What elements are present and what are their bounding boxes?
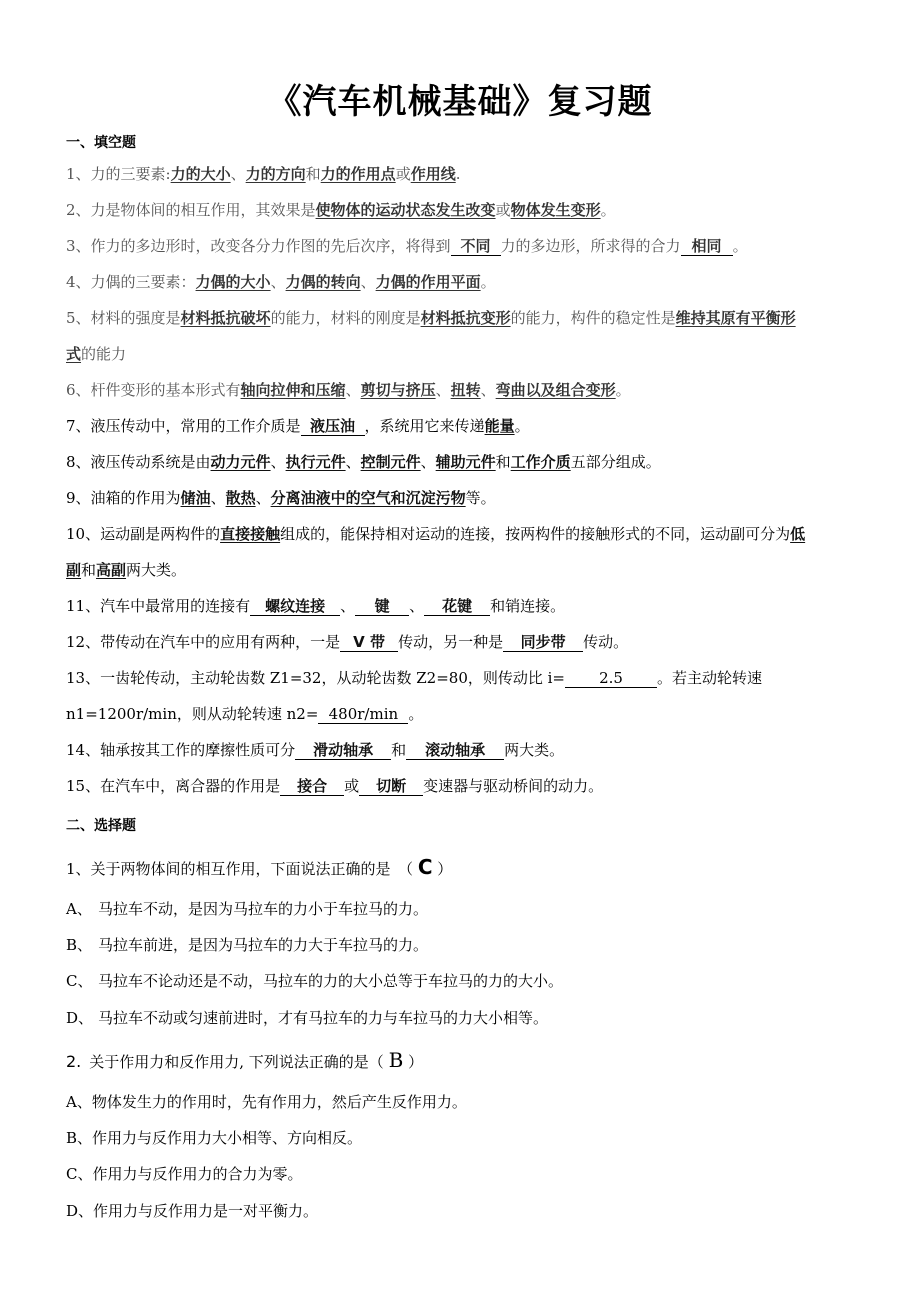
option-key: D、 [66,1009,94,1027]
question-text: 4、力偶的三要素： [66,273,196,291]
question-text: 五部分组成。 [570,453,661,471]
separator: 、 [230,165,246,183]
answer: 力的作用点 [320,165,396,183]
answer: 液压油 [310,417,356,435]
question-text: 14、轴承按其工作的摩擦性质可分 [66,741,296,759]
question-10 [66,523,856,545]
question-13-continued [66,703,856,725]
separator: 和 [495,453,511,471]
answer: 花键 [442,597,473,615]
answer-blank [359,777,423,796]
answer: 能量 [484,417,515,435]
answer-blank [301,417,365,436]
question-text: 关于作用力和反作用力, 下列说法正确的是（ [89,1053,384,1071]
separator: 、 [340,597,356,615]
question-8 [66,451,856,473]
option-c [66,970,856,992]
separator: 、 [360,273,376,291]
option-key: A、 [66,900,92,918]
question-text: 7、液压传动中，常用的工作介质是 [66,417,301,435]
question-text: 变速器与驱动桥间的动力。 [423,777,604,795]
question-text: 。 [600,201,616,219]
question-text: 力的多边形，所求得的合力 [500,237,681,255]
answer: 高副 [96,561,127,579]
separator: 和 [391,741,407,759]
question-text: 6、杆件变形的基本形式有 [66,381,241,399]
question-text: 2、力是物体间的相互作用，其效果是 [66,201,316,219]
answer: C [417,855,433,879]
answer: 键 [374,597,390,615]
answer: V 带 [353,633,386,651]
answer: 弯曲以及组合变形 [495,381,616,399]
option-d: D、作用力与反作用力是一对平衡力。 [66,1202,319,1220]
question-text: 12、带传动在汽车中的应用有两种，一是 [66,633,341,651]
question-text: 。若主动轮转速 [657,669,763,687]
question-text: 和销连接。 [490,597,566,615]
question-text: 。 [615,381,631,399]
answer: 动力元件 [210,453,271,471]
option-b [66,934,856,956]
answer-blank [681,237,733,256]
question-text: ） [408,1053,424,1071]
page-title: 《汽车机械基础》复习题 [267,82,653,122]
question-text: 的能力，构件的稳定性是 [510,309,676,327]
answer: 力的大小 [170,165,231,183]
question-text: 。 [514,417,530,435]
answer-blank [406,741,504,760]
separator: 和 [305,165,321,183]
answer: 维持其原有平衡形 [675,309,796,327]
option-key: C、 [66,972,93,990]
answer: 副 [66,561,82,579]
question-text: 8、液压传动系统是由 [66,453,211,471]
option-text: 马拉车不动，是因为马拉车的力小于车拉马的力。 [98,900,429,918]
answer: 扭转 [450,381,481,399]
answer: 相同 [691,237,722,255]
answer: 物体发生变形 [510,201,601,219]
question-text: 13、一齿轮传动，主动轮齿数 Z1=32，从动轮齿数 Z2=80，则传动比 i= [66,669,566,687]
answer: 执行元件 [285,453,346,471]
question-text: 。 [408,705,424,723]
section-heading-multiple-choice: 二、选择题 [66,818,136,834]
answer: 接合 [297,777,328,795]
answer: 480r/min [328,705,399,723]
separator: 或 [344,777,360,795]
answer: 切断 [376,777,407,795]
separator: 、 [255,489,271,507]
question-text: ） [437,860,453,878]
answer: 滑动轴承 [313,741,374,759]
option-text: 马拉车不动或匀速前进时，才有马拉车的力与车拉马的力大小相等。 [98,1009,549,1027]
answer-blank [424,597,490,616]
answer: 2.5 [599,669,623,687]
answer: 剪切与挤压 [360,381,436,399]
separator: 、 [435,381,451,399]
separator: 和 [81,561,97,579]
section-heading-fill-blank: 一、填空题 [66,135,136,151]
question-text: 。 [732,237,748,255]
question-text: n1=1200r/min，则从动轮转速 n2= [66,705,319,723]
answer: 滚动轴承 [425,741,486,759]
question-6 [66,379,856,401]
question-text: 11、汽车中最常用的连接有 [66,597,251,615]
separator: 或 [395,165,411,183]
question-7 [66,415,856,437]
question-text: 9、油箱的作用为 [66,489,181,507]
answer-blank [318,705,408,724]
answer: 使物体的运动状态发生改变 [315,201,496,219]
separator: 、 [270,453,286,471]
answer: 力的方向 [245,165,306,183]
question-text: . [455,165,461,183]
question-text: 1、关于两物体间的相互作用，下面说法正确的是 （ [66,860,414,878]
option-a [66,898,856,920]
answer: 轴向拉伸和压缩 [240,381,346,399]
choice-question-1 [66,856,856,880]
question-5-continued [66,343,856,365]
question-5 [66,307,856,329]
question-15 [66,775,856,797]
question-13 [66,667,856,689]
answer: 力偶的作用平面 [375,273,481,291]
option-c: C、作用力与反作用力的合力为零。 [66,1165,303,1183]
question-1 [66,163,856,185]
answer: 分离油液中的空气和沉淀污物 [270,489,466,507]
answer-blank [250,597,340,616]
question-number: 2. [66,1052,82,1071]
question-text: 两大类。 [504,741,565,759]
answer: 低 [790,525,806,543]
question-text: 两大类。 [126,561,187,579]
question-text: 传动。 [583,633,629,651]
answer-blank [355,597,409,616]
answer: 工作介质 [510,453,571,471]
answer: 辅助元件 [435,453,496,471]
answer: 力偶的大小 [195,273,271,291]
answer: 散热 [225,489,256,507]
answer: 作用线 [410,165,456,183]
question-14 [66,739,856,761]
separator: 或 [495,201,511,219]
question-text: 3、作力的多边形时，改变各分力作图的先后次序，将得到 [66,237,451,255]
answer: 同步带 [520,633,566,651]
option-b: B、作用力与反作用力大小相等、方向相反。 [66,1129,363,1147]
question-11 [66,595,856,617]
question-9 [66,487,856,509]
choice-question-2 [66,1049,856,1073]
question-text: 15、在汽车中，离合器的作用是 [66,777,281,795]
answer-blank [503,633,583,652]
question-text: 传动，另一种是 [398,633,504,651]
question-4 [66,271,856,293]
separator: 、 [345,381,361,399]
separator: 、 [409,597,425,615]
answer: 不同 [460,237,491,255]
question-12 [66,631,856,653]
answer-blank [340,633,398,652]
separator: 、 [345,453,361,471]
question-text: 10、运动副是两构件的 [66,525,221,543]
answer-blank [565,669,657,688]
answer-blank [295,741,391,760]
separator: 、 [210,489,226,507]
separator: 、 [270,273,286,291]
answer: 式 [66,345,82,363]
separator: 、 [420,453,436,471]
question-10-continued [66,559,856,581]
question-2 [66,199,856,221]
answer-blank [451,237,501,256]
question-text: 。 [480,273,496,291]
answer: 材料抵抗变形 [420,309,511,327]
answer: 材料抵抗破坏 [180,309,271,327]
question-text: 1、力的三要素: [66,165,171,183]
option-a: A、物体发生力的作用时，先有作用力，然后产生反作用力。 [66,1093,467,1111]
answer: 控制元件 [360,453,421,471]
question-text: 5、材料的强度是 [66,309,181,327]
question-3 [66,235,856,257]
answer: 力偶的转向 [285,273,361,291]
answer: 储油 [180,489,211,507]
question-text: 的能力，材料的刚度是 [270,309,421,327]
option-text: 马拉车不论动还是不动，马拉车的力的大小总等于车拉马的力的大小。 [98,972,564,990]
question-text: 等。 [465,489,496,507]
separator: 、 [480,381,496,399]
question-text: 组成的，能保持相对运动的连接，按两构件的接触形式的不同，运动副可分为 [280,525,791,543]
question-text: ，系统用它来传递 [364,417,485,435]
answer-blank [280,777,344,796]
answer: 螺纹连接 [265,597,326,615]
question-text: 的能力 [81,345,127,363]
option-text: 马拉车前进，是因为马拉车的力大于车拉马的力。 [98,936,429,954]
answer: B [388,1048,404,1072]
option-key: B、 [66,936,93,954]
answer: 直接接触 [220,525,281,543]
option-d [66,1007,856,1029]
